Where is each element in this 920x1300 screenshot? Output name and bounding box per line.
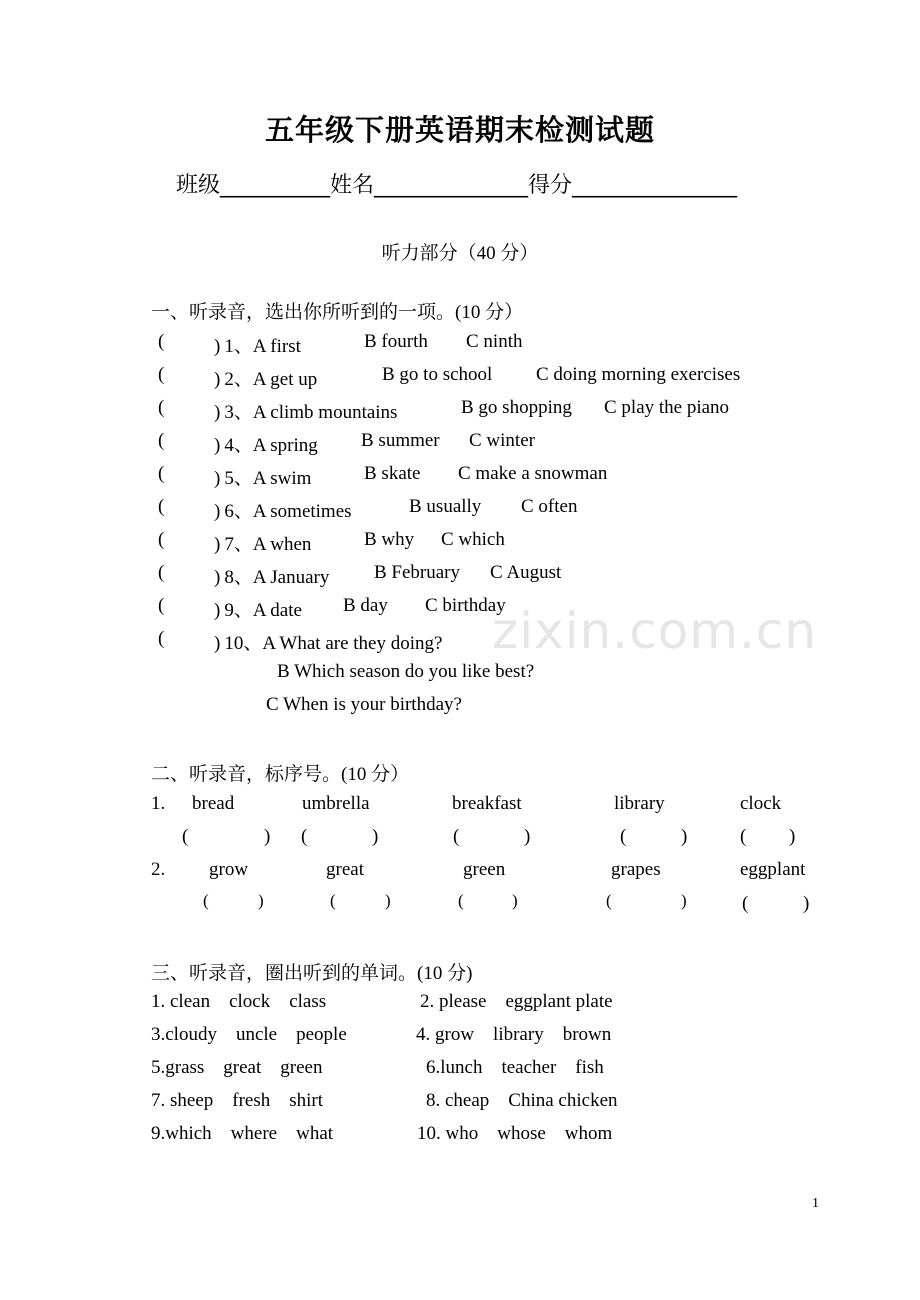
question-number: 3、 bbox=[224, 402, 253, 423]
part2-heading: 二、听录音，标序号。(10 分） bbox=[151, 764, 410, 785]
answer-paren-close: ) bbox=[214, 369, 221, 390]
question-number: 2、 bbox=[224, 369, 253, 390]
answer-paren-open: ( bbox=[158, 364, 165, 385]
word: eggplant bbox=[740, 859, 806, 880]
option-c: C play the piano bbox=[604, 397, 730, 418]
answer-paren-open: ( bbox=[158, 496, 165, 517]
answer-paren-close: ) bbox=[214, 435, 221, 456]
question-row bbox=[214, 331, 301, 358]
question-row bbox=[214, 529, 311, 556]
answer-paren-open: ( bbox=[158, 463, 165, 484]
answer-paren-open: ( bbox=[203, 891, 209, 910]
answer-paren-close: ) bbox=[385, 891, 391, 910]
word: umbrella bbox=[302, 793, 370, 814]
question-number: 7、 bbox=[224, 534, 253, 555]
answer-paren-open: ( bbox=[158, 595, 165, 616]
option-b: B why bbox=[364, 529, 415, 550]
question-row bbox=[214, 628, 442, 655]
word: grapes bbox=[611, 859, 661, 880]
question-number: 5、 bbox=[224, 468, 253, 489]
option-c: C winter bbox=[469, 430, 535, 451]
word-group: 4. grow library brown bbox=[416, 1024, 612, 1045]
word-group: 10. who whose whom bbox=[417, 1123, 613, 1144]
answer-paren-close: ) bbox=[214, 633, 221, 654]
answer-paren-close: ) bbox=[264, 826, 271, 847]
answer-paren-close: ) bbox=[214, 402, 221, 423]
answer-paren-open: ( bbox=[158, 430, 165, 451]
answer-paren-open: ( bbox=[458, 891, 464, 910]
page-title: 五年级下册英语期末检测试题 bbox=[264, 113, 655, 147]
answer-paren-close: ) bbox=[803, 893, 810, 914]
score-blank: _______________ bbox=[572, 173, 738, 198]
option-a: A date bbox=[252, 600, 302, 621]
answer-paren-close: ) bbox=[214, 534, 221, 555]
question-number: 9、 bbox=[224, 600, 253, 621]
student-info-line bbox=[176, 168, 737, 199]
class-blank: __________ bbox=[220, 173, 331, 198]
word: library bbox=[614, 793, 665, 814]
answer-paren-close: ) bbox=[214, 567, 221, 588]
word: green bbox=[463, 859, 506, 880]
word-group: 2. please eggplant plate bbox=[420, 991, 613, 1012]
word-group: 3.cloudy uncle people bbox=[151, 1024, 347, 1045]
question-number: 8、 bbox=[224, 567, 253, 588]
question-row bbox=[158, 331, 164, 353]
option-c: C often bbox=[521, 496, 578, 517]
row-number: 1. bbox=[151, 793, 166, 814]
option-c: C ninth bbox=[466, 331, 523, 352]
question-row bbox=[214, 397, 397, 424]
word: clock bbox=[740, 793, 782, 814]
answer-paren-open: ( bbox=[740, 826, 747, 847]
answer-paren-close: ) bbox=[258, 891, 264, 910]
option-c: C doing morning exercises bbox=[536, 364, 741, 385]
option-b: B Which season do you like best? bbox=[277, 661, 535, 682]
answer-paren-close: ) bbox=[214, 600, 221, 621]
answer-paren-open: ( bbox=[453, 826, 460, 847]
word: bread bbox=[192, 793, 235, 814]
word-group: 1. clean clock class bbox=[151, 991, 327, 1012]
option-a: A swim bbox=[252, 468, 312, 489]
answer-paren-open: ( bbox=[742, 893, 749, 914]
answer-paren-close: ) bbox=[512, 891, 518, 910]
answer-paren-close: ) bbox=[214, 336, 221, 357]
word-group: 8. cheap China chicken bbox=[426, 1090, 618, 1111]
option-a: A climb mountains bbox=[252, 402, 398, 423]
word: grow bbox=[209, 859, 249, 880]
option-b: B summer bbox=[361, 430, 440, 451]
option-a: A get up bbox=[252, 369, 318, 390]
part1-heading: 一、听录音，选出你所听到的一项。(10 分） bbox=[151, 302, 524, 323]
option-c: C which bbox=[441, 529, 505, 550]
answer-paren-open: ( bbox=[158, 529, 165, 550]
question-number: 6、 bbox=[224, 501, 253, 522]
word: great bbox=[326, 859, 364, 880]
option-a: A when bbox=[252, 534, 312, 555]
word-group: 5.grass great green bbox=[151, 1057, 323, 1078]
answer-paren-open: ( bbox=[158, 562, 165, 583]
question-number: 1、 bbox=[224, 336, 253, 357]
option-a: A What are they doing? bbox=[262, 633, 443, 654]
option-b: B fourth bbox=[364, 331, 428, 352]
option-c: C August bbox=[490, 562, 562, 583]
answer-paren-open: ( bbox=[182, 826, 189, 847]
question-row bbox=[214, 496, 352, 523]
word: breakfast bbox=[452, 793, 522, 814]
option-b: B skate bbox=[364, 463, 421, 484]
option-c: C make a snowman bbox=[458, 463, 608, 484]
question-row bbox=[214, 595, 302, 622]
option-b: B usually bbox=[409, 496, 482, 517]
option-a: A sometimes bbox=[252, 501, 352, 522]
class-label: 班级 bbox=[176, 173, 221, 198]
answer-paren-close: ) bbox=[681, 891, 687, 910]
answer-paren-close: ) bbox=[214, 501, 221, 522]
option-c: C birthday bbox=[425, 595, 506, 616]
answer-paren-open: ( bbox=[158, 331, 165, 352]
question-row bbox=[214, 364, 317, 391]
option-b: B February bbox=[374, 562, 461, 583]
answer-paren-open: ( bbox=[330, 891, 336, 910]
word-group: 9.which where what bbox=[151, 1123, 334, 1144]
answer-paren-open: ( bbox=[158, 397, 165, 418]
option-a: A first bbox=[252, 336, 301, 357]
score-label: 得分 bbox=[528, 173, 573, 198]
answer-paren-close: ) bbox=[524, 826, 531, 847]
option-a: A January bbox=[252, 567, 330, 588]
answer-paren-close: ) bbox=[789, 826, 796, 847]
answer-paren-open: ( bbox=[301, 826, 308, 847]
answer-paren-open: ( bbox=[620, 826, 627, 847]
option-c: C When is your birthday? bbox=[266, 694, 462, 715]
option-b: B day bbox=[343, 595, 388, 616]
answer-paren-close: ) bbox=[681, 826, 688, 847]
question-row bbox=[214, 430, 318, 457]
question-number: 4、 bbox=[224, 435, 253, 456]
row-number: 2. bbox=[151, 859, 166, 880]
answer-paren-open: ( bbox=[158, 628, 165, 649]
name-label: 姓名 bbox=[330, 173, 375, 198]
part3-heading: 三、听录音，圈出听到的单词。(10 分) bbox=[151, 963, 473, 984]
word-group: 6.lunch teacher fish bbox=[426, 1057, 604, 1078]
option-b: B go to school bbox=[382, 364, 493, 385]
name-blank: ______________ bbox=[374, 173, 529, 198]
listening-section-title: 听力部分（40 分） bbox=[381, 243, 539, 264]
page-number: 1 bbox=[812, 1196, 819, 1211]
option-b: B go shopping bbox=[461, 397, 572, 418]
option-a: A spring bbox=[252, 435, 318, 456]
answer-paren-close: ) bbox=[214, 468, 221, 489]
question-row bbox=[214, 463, 311, 490]
question-number: 10、 bbox=[224, 633, 263, 654]
question-row bbox=[214, 562, 329, 589]
word-group: 7. sheep fresh shirt bbox=[151, 1090, 324, 1111]
answer-paren-close: ) bbox=[372, 826, 379, 847]
answer-paren-open: ( bbox=[606, 891, 612, 910]
watermark: zixin.com.cn bbox=[492, 602, 818, 660]
